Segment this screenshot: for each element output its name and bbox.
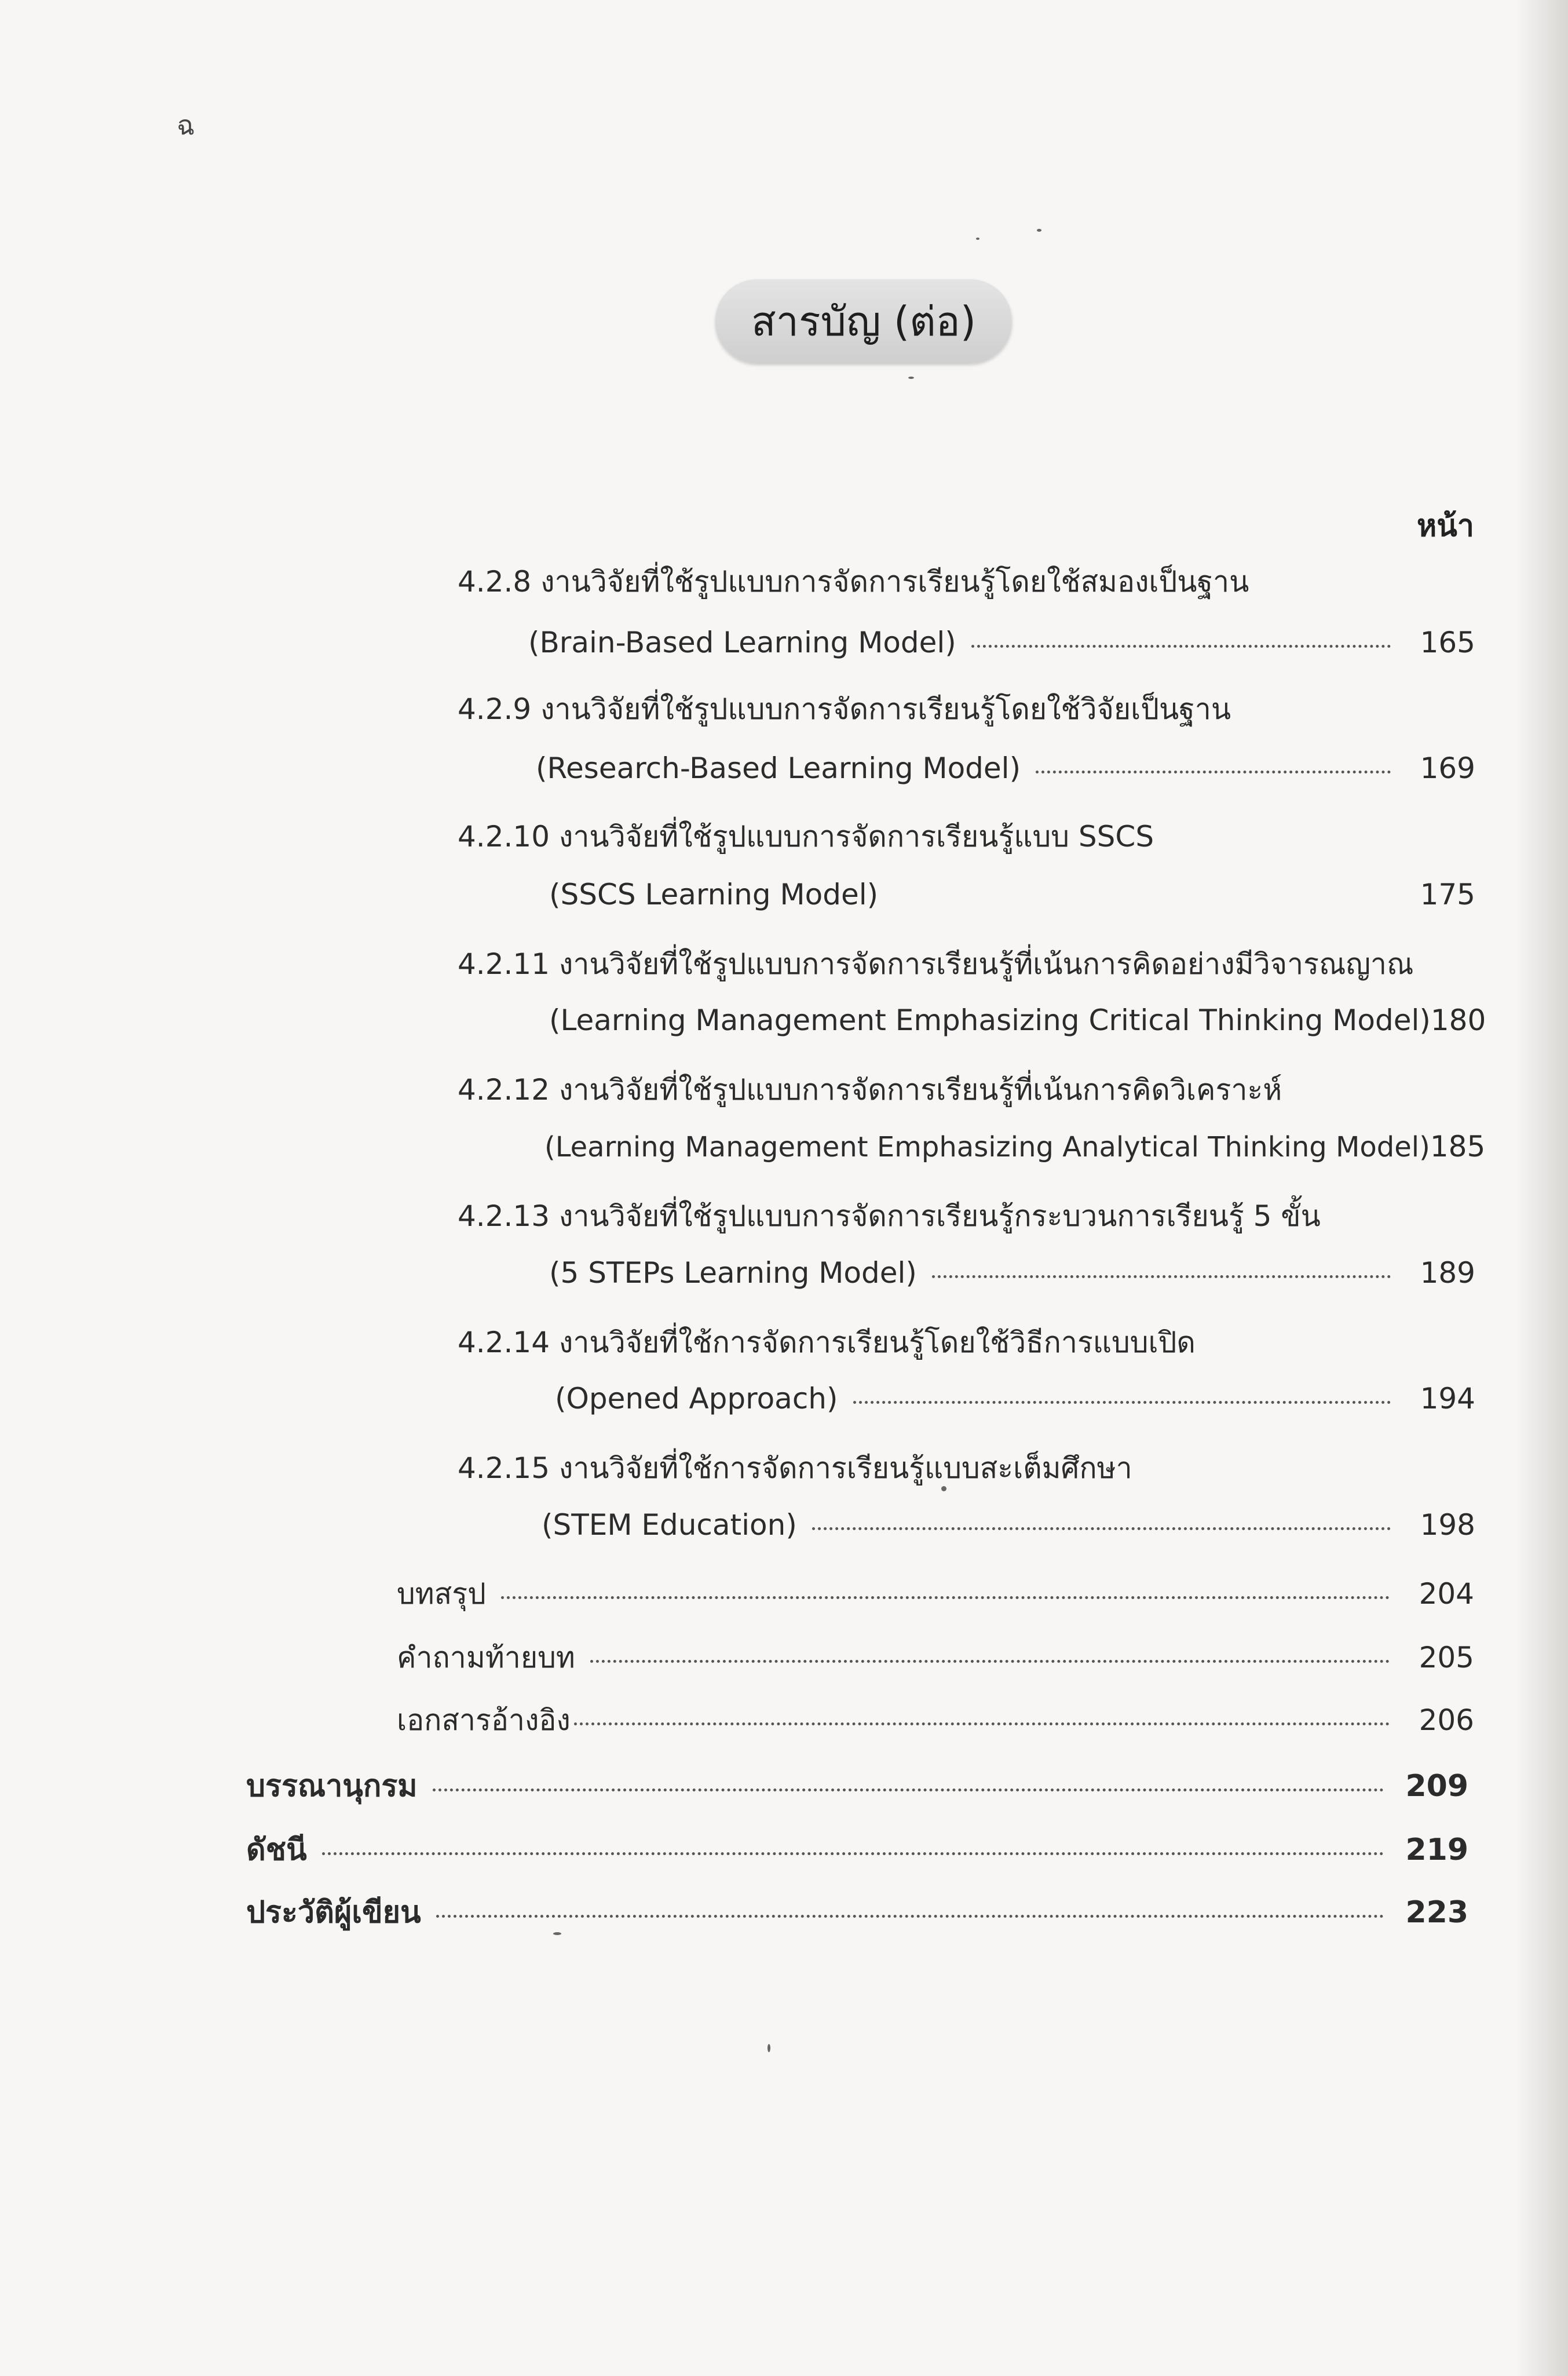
toc-entry-title: (SSCS Learning Model) bbox=[549, 878, 879, 911]
leader-dots bbox=[433, 1789, 1384, 1791]
toc-entry-page: 219 bbox=[1405, 1833, 1468, 1867]
leader-dots bbox=[436, 1915, 1384, 1918]
toc-entry-page: 165 bbox=[1420, 626, 1475, 659]
scan-speck bbox=[976, 238, 979, 240]
toc-entry-title: (Opened Approach) bbox=[555, 1382, 838, 1415]
toc-entry-page: 169 bbox=[1420, 751, 1475, 785]
toc-entry-title: 4.2.13 งานวิจัยที่ใช้รูปแบบการจัดการเรียนรู้กระบวนการเรียนรู้ 5 ขั้น bbox=[458, 1199, 1321, 1233]
toc-entry-main[interactable] bbox=[246, 1761, 1468, 1808]
toc-entry-heading[interactable] bbox=[458, 687, 1465, 733]
toc-entry[interactable] bbox=[542, 1508, 1475, 1554]
toc-entry-page: 204 bbox=[1419, 1577, 1474, 1611]
toc-entry-title: 4.2.10 งานวิจัยที่ใช้รูปแบบการจัดการเรียนรู้แบบ SSCS bbox=[458, 820, 1154, 853]
toc-entry[interactable] bbox=[549, 1003, 1486, 1050]
toc-entry[interactable] bbox=[544, 1130, 1486, 1176]
leader-dots bbox=[501, 1596, 1390, 1599]
toc-entry-title: (Brain-Based Learning Model) bbox=[528, 626, 956, 659]
toc-entry-title: เอกสารอ้างอิง bbox=[397, 1703, 571, 1737]
toc-entry[interactable] bbox=[549, 878, 1475, 924]
scan-speck bbox=[941, 1486, 946, 1491]
toc-entry-heading[interactable] bbox=[458, 559, 1465, 605]
leader-dots bbox=[853, 1401, 1391, 1404]
toc-entry-title: 4.2.15 งานวิจัยที่ใช้การจัดการเรียนรู้แบบสะเต็มศึกษา bbox=[458, 1451, 1132, 1485]
toc-entry[interactable] bbox=[528, 626, 1475, 672]
scan-speck bbox=[1037, 229, 1041, 232]
toc-entry-heading[interactable] bbox=[458, 941, 1489, 988]
toc-entry-page: 194 bbox=[1420, 1382, 1475, 1415]
scan-speck bbox=[908, 377, 914, 379]
toc-entry-title: (Research-Based Learning Model) bbox=[536, 751, 1021, 785]
toc-entry-page: 185 bbox=[1430, 1130, 1486, 1163]
toc-entry-main[interactable] bbox=[246, 1888, 1468, 1934]
toc-entry-page: 189 bbox=[1420, 1256, 1475, 1290]
toc-entry-title: 4.2.11 งานวิจัยที่ใช้รูปแบบการจัดการเรียนรู้ที่เน้นการคิดอย่างมีวิจารณญาณ bbox=[458, 947, 1414, 981]
toc-entry-title: 4.2.8 งานวิจัยที่ใช้รูปแบบการจัดการเรียนรู้โดยใช้สมองเป็นฐาน bbox=[458, 565, 1249, 598]
toc-entry-title: (5 STEPs Learning Model) bbox=[549, 1256, 917, 1290]
leader-dots bbox=[590, 1660, 1390, 1663]
toc-entry-heading[interactable] bbox=[458, 814, 1465, 860]
toc-entry-title: ดัชนี bbox=[246, 1833, 307, 1867]
toc-entry-page: 223 bbox=[1405, 1895, 1468, 1930]
toc-entry-title: 4.2.14 งานวิจัยที่ใช้การจัดการเรียนรู้โดยใช้วิธีการแบบเปิด bbox=[458, 1326, 1196, 1359]
toc-entry[interactable] bbox=[397, 1698, 1474, 1744]
toc-entry-title: บรรณานุกรม bbox=[246, 1769, 418, 1804]
toc-entry-page: 198 bbox=[1420, 1508, 1475, 1542]
page-column-header: หน้า bbox=[1416, 509, 1474, 543]
toc-entry-title: (Learning Management Emphasizing Critical Thinking Model) bbox=[549, 1003, 1431, 1037]
leader-dots bbox=[322, 1852, 1384, 1855]
toc-entry-main[interactable] bbox=[246, 1825, 1468, 1871]
toc-entry-heading[interactable] bbox=[458, 1067, 1465, 1114]
scan-speck bbox=[767, 2044, 770, 2052]
toc-entry-title: (STEM Education) bbox=[542, 1508, 797, 1542]
leader-dots bbox=[1036, 771, 1391, 773]
toc-entry[interactable] bbox=[536, 751, 1475, 798]
toc-entry-title: บทสรุป bbox=[397, 1577, 486, 1611]
leader-dots bbox=[574, 1722, 1390, 1725]
toc-entry[interactable] bbox=[397, 1571, 1474, 1618]
toc-entry-heading[interactable] bbox=[458, 1446, 1465, 1492]
toc-entry[interactable] bbox=[549, 1256, 1475, 1302]
toc-entry-page: 205 bbox=[1419, 1641, 1474, 1674]
leader-dots bbox=[971, 645, 1391, 648]
toc-title: สารบัญ (ต่อ) bbox=[751, 298, 977, 345]
toc-entry-page: 175 bbox=[1420, 878, 1475, 911]
toc-entry[interactable] bbox=[555, 1382, 1475, 1428]
leader-dots bbox=[812, 1527, 1391, 1530]
toc-entry-heading[interactable] bbox=[458, 1320, 1465, 1366]
scan-speck bbox=[553, 1932, 561, 1935]
leader-dots bbox=[932, 1275, 1391, 1278]
toc-entry-title: ประวัติผู้เขียน bbox=[246, 1895, 421, 1930]
toc-entry-title: คำถามท้ายบท bbox=[397, 1641, 575, 1674]
toc-entry-title: (Learning Management Emphasizing Analytical Thinking Model) bbox=[544, 1131, 1430, 1163]
toc-entry-page: 180 bbox=[1430, 1003, 1486, 1037]
toc-entry-title: 4.2.12 งานวิจัยที่ใช้รูปแบบการจัดการเรียนรู้ที่เน้นการคิดวิเคราะห์ bbox=[458, 1073, 1282, 1107]
toc-entry-page: 206 bbox=[1419, 1703, 1474, 1737]
toc-entry[interactable] bbox=[397, 1635, 1474, 1681]
toc-entry-page: 209 bbox=[1405, 1769, 1468, 1804]
page-marker: ฉ bbox=[177, 110, 195, 141]
toc-entry-title: 4.2.9 งานวิจัยที่ใช้รูปแบบการจัดการเรียนรู้โดยใช้วิจัยเป็นฐาน bbox=[458, 692, 1231, 726]
toc-entry-heading[interactable] bbox=[458, 1194, 1465, 1240]
